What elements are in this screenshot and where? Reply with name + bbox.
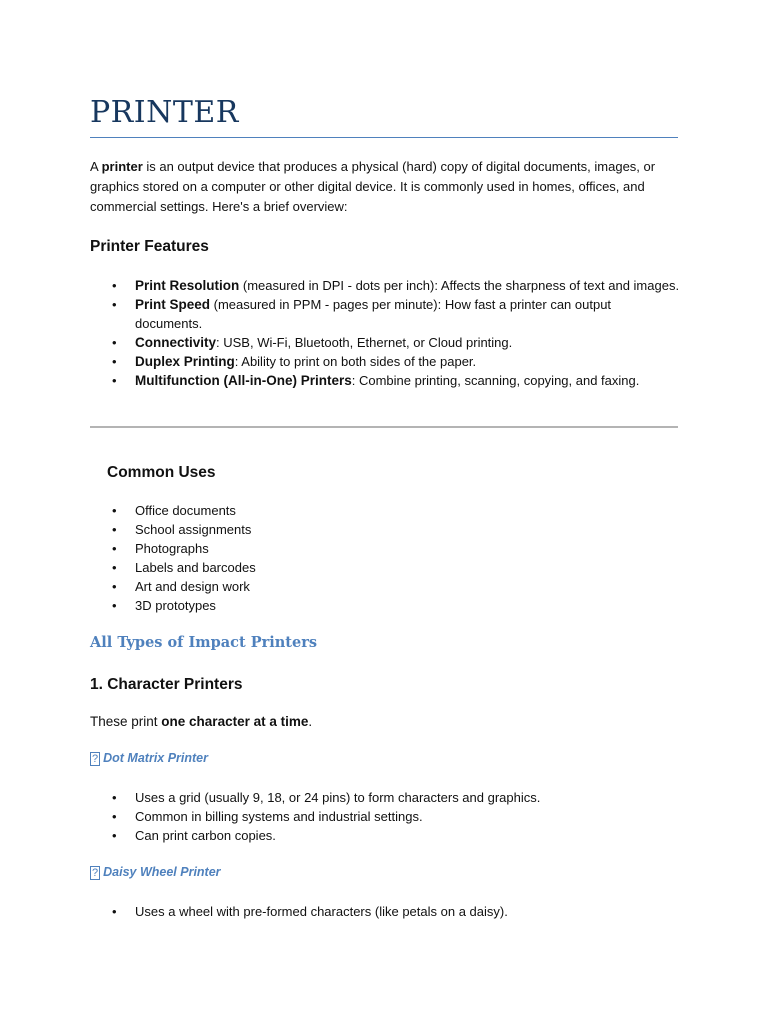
intro-prefix: A <box>90 159 102 174</box>
features-heading: Printer Features <box>90 238 209 255</box>
use-item: • Labels and barcodes <box>90 558 680 577</box>
impact-printers-heading: All Types of Impact Printers <box>90 634 318 651</box>
feature-item <box>90 352 680 371</box>
feature-desc: (measured in DPI - dots per inch): Affects the sharpness of text and images. <box>239 278 680 293</box>
character-intro-bold: one character at a time <box>161 714 309 729</box>
intro-paragraph <box>90 157 680 217</box>
character-intro-prefix: These print <box>90 714 162 729</box>
title-underline <box>90 137 678 138</box>
use-item: • Office documents <box>90 501 680 520</box>
use-item: • School assignments <box>90 520 680 539</box>
feature-item <box>90 295 680 333</box>
feature-term: Duplex Printing <box>135 354 235 369</box>
daisy-wheel-item: • Uses a wheel with pre-formed characters (like petals on a daisy). <box>90 902 680 921</box>
dot-matrix-item: • Common in billing systems and industrial settings. <box>90 807 680 826</box>
section-divider <box>90 426 678 428</box>
use-item: • Photographs <box>90 539 680 558</box>
daisy-wheel-heading <box>90 863 221 882</box>
uses-heading: Common Uses <box>107 464 216 481</box>
feature-desc: : Ability to print on both sides of the paper. <box>234 354 477 369</box>
daisy-wheel-list <box>90 902 680 921</box>
feature-desc: (measured in PPM - pages per minute): How fast a printer can output documents. <box>135 297 612 331</box>
feature-item <box>90 276 680 295</box>
feature-item <box>90 333 680 352</box>
dot-matrix-list <box>90 788 680 845</box>
missing-glyph-icon: ? <box>92 753 99 765</box>
intro-bold-term: printer <box>101 159 143 174</box>
feature-term: Print Resolution <box>135 278 240 293</box>
dot-matrix-item: • Can print carbon copies. <box>90 826 680 845</box>
feature-term: Multifunction (All-in-One) Printers <box>135 373 352 388</box>
uses-list <box>90 501 680 615</box>
dot-matrix-heading <box>90 749 208 768</box>
character-printers-heading: 1. Character Printers <box>90 676 243 693</box>
character-printers-intro <box>90 712 312 732</box>
missing-glyph-icon: ? <box>92 867 99 879</box>
feature-item <box>90 371 680 390</box>
feature-desc: : Combine printing, scanning, copying, and faxing. <box>351 373 640 388</box>
feature-term: Connectivity <box>135 335 217 350</box>
document-title: PRINTER <box>90 95 239 130</box>
use-item: • Art and design work <box>90 577 680 596</box>
dot-matrix-item: • Uses a grid (usually 9, 18, or 24 pins) to form characters and graphics. <box>90 788 680 807</box>
feature-term: Print Speed <box>135 297 211 312</box>
dot-matrix-title: Dot Matrix Printer <box>103 751 209 765</box>
features-list <box>90 276 680 390</box>
use-item: • 3D prototypes <box>90 596 680 615</box>
intro-rest: is an output device that produces a physical (hard) copy of digital documents, images, or graphics stored on a computer or other digital device. It is commonly used in homes, offices, and commercial settings. Here's a brief overview: <box>90 159 656 214</box>
daisy-wheel-title: Daisy Wheel Printer <box>103 865 221 879</box>
feature-desc: : USB, Wi-Fi, Bluetooth, Ethernet, or Cloud printing. <box>216 335 513 350</box>
character-intro-suffix: . <box>308 714 313 729</box>
